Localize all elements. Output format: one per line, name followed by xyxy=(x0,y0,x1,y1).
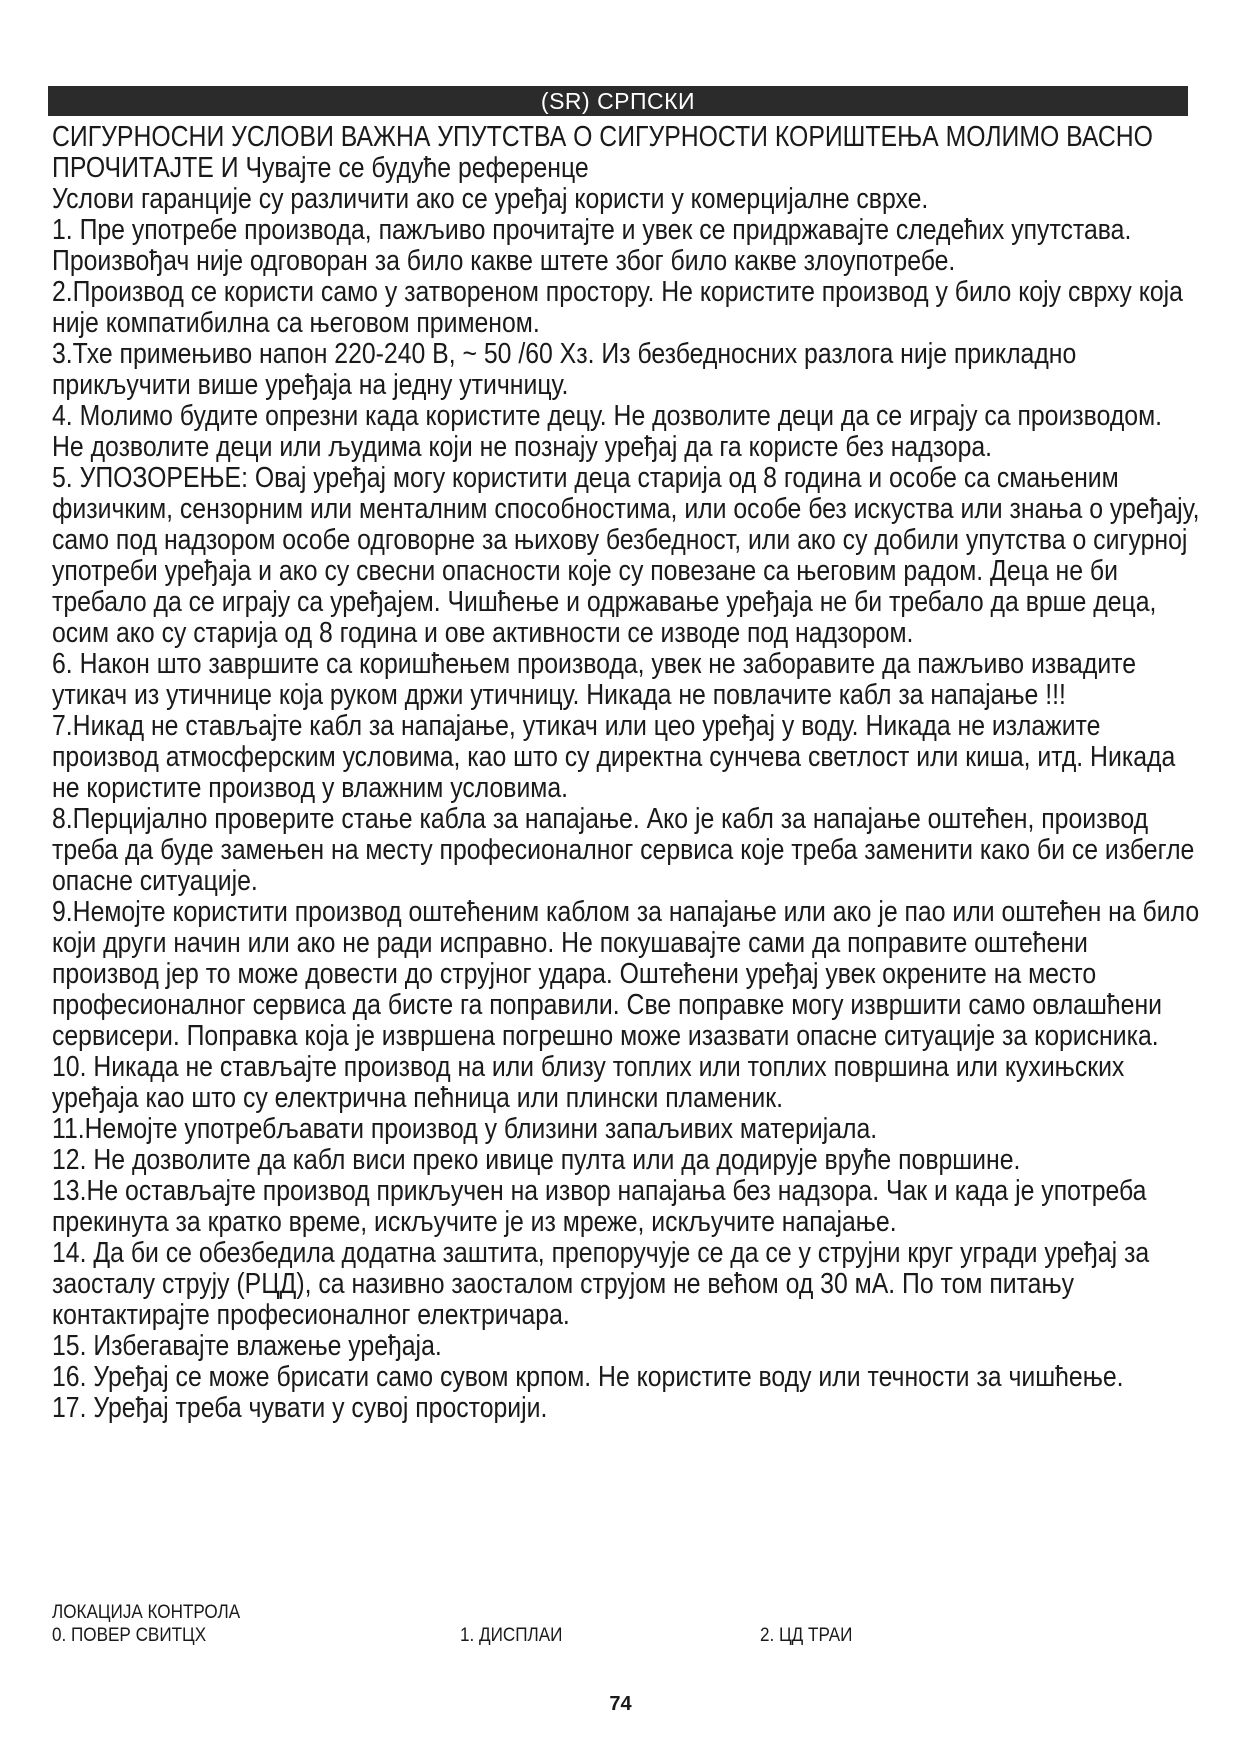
instruction-1: 1. Пре употребе производа, пажљиво прочитајте и увек се придржавајте следећих упутстава. Произвођач није одговоран за било какве штете због било какве злоупотребе. xyxy=(52,214,1132,277)
instruction-10: 10. Никада не стављајте производ на или близу топлих или топлих површина или кухињских уређаја као што су електрична пећница или плински пламеник. xyxy=(52,1051,1125,1114)
instruction-3: 3.Тхе примењиво напон 220-240 В, ~ 50 /60 Хз. Из безбедносних разлога није прикладно прикључити више уређаја на једну утичницу. xyxy=(52,338,1077,401)
language-header: (SR) СРПСКИ xyxy=(48,86,1188,116)
control-display: 1. ДИСПЛАИ xyxy=(460,1625,563,1646)
instruction-4: 4. Молимо будите опрезни када користите децу. Не дозволите деци да се играју са производом. Не дозволите деци или људима који не познају уређај да га користе без надзора. xyxy=(52,400,1163,463)
controls-location-title: ЛОКАЦИЈА КОНТРОЛА xyxy=(52,1602,241,1623)
instruction-13: 13.Не остављајте производ прикључен на извор напајања без надзора. Чак и када је употреба прекинута за кратко време, искључите је из мреже, искључите напајање. xyxy=(52,1175,1147,1238)
safety-instructions xyxy=(52,121,1200,1424)
instruction-11: 11.Немојте употребљавати производ у близини запаљивих материјала. xyxy=(52,1113,878,1145)
instruction-2: 2.Производ се користи само у затвореном простору. Не користите производ у било коју сврху која није компатибилна са његовом применом. xyxy=(52,276,1183,339)
instruction-17: 17. Уређај треба чувати у сувој просторији. xyxy=(52,1392,548,1424)
instruction-9: 9.Немојте користити производ оштећеним каблом за напајање или ако је пао или оштећен на било који други начин или ако не ради исправно. Не покушавајте сами да поправите оштећени производ јер то може довести до струјног удара. Оштећени уређај увек окрените на место професионалног сервиса да бисте га поправили. Све поправке могу извршити само овлашћени сервисери. Поправка која је извршена погрешно може изазвати опасне ситуације за корисника. xyxy=(52,896,1200,1052)
instruction-8: 8.Перцијално проверите стање кабла за напајање. Ако је кабл за напајање оштећен, производ треба да буде замењен на месту професионалног сервиса које треба заменити како би се избегле опасне ситуације. xyxy=(52,803,1195,897)
page-number: 74 xyxy=(609,1693,632,1715)
control-cd-tray: 2. ЦД ТРАИ xyxy=(760,1625,853,1646)
safety-title: СИГУРНОСНИ УСЛОВИ ВАЖНА УПУТСТВА О СИГУРНОСТИ КОРИШТЕЊА МОЛИМО ВАСНО ПРОЧИТАЈТЕ И Чувајте се будуће референце xyxy=(52,121,1153,184)
instruction-16: 16. Уређај се може брисати само сувом крпом. Не користите воду или течности за чишћење. xyxy=(52,1361,1124,1393)
control-power-switch: 0. ПОВЕР СВИТЦХ xyxy=(52,1625,207,1646)
instruction-12: 12. Не дозволите да кабл виси преко ивице пулта или да додирује вруће површине. xyxy=(52,1144,1021,1176)
warranty-note: Услови гаранције су различити ако се уређај користи у комерцијалне сврхе. xyxy=(52,183,929,215)
instruction-5: 5. УПОЗОРЕЊЕ: Овај уређај могу користити деца старија од 8 година и особе са смањеним физичким, сензорним или менталним способностима, или особе без искуства или знања о уређају, само под надзором особе одговорне за њихову безбедност, или ако су добили упутства о сигурној употреби уређаја и ако су свесни опасности које су повезане са његовим радом. Деца не би требало да се играју са уређајем. Чишћење и одржавање уређаја не би требало да врше деца, осим ако су старија од 8 година и ове активности се изводе под надзором. xyxy=(52,462,1200,649)
instruction-15: 15. Избегавајте влажење уређаја. xyxy=(52,1330,442,1362)
instruction-7: 7.Никад не стављајте кабл за напајање, утикач или цео уређај у воду. Никада не излажите производ атмосферским условима, као што су директна сунчева светлост или киша, итд. Никада не користите производ у влажним условима. xyxy=(52,710,1176,804)
instruction-14: 14. Да би се обезбедила додатна заштита, препоручује се да се у струјни круг угради уређај за заосталу струју (РЦД), са називно заосталом струјом не већом од 30 мА. По том питању контактирајте професионалног електричара. xyxy=(52,1237,1150,1331)
instruction-6: 6. Након што завршите са коришћењем производа, увек не заборавите да пажљиво извадите утикач из утичнице која руком држи утичницу. Никада не повлачите кабл за напајање !!! xyxy=(52,648,1137,711)
